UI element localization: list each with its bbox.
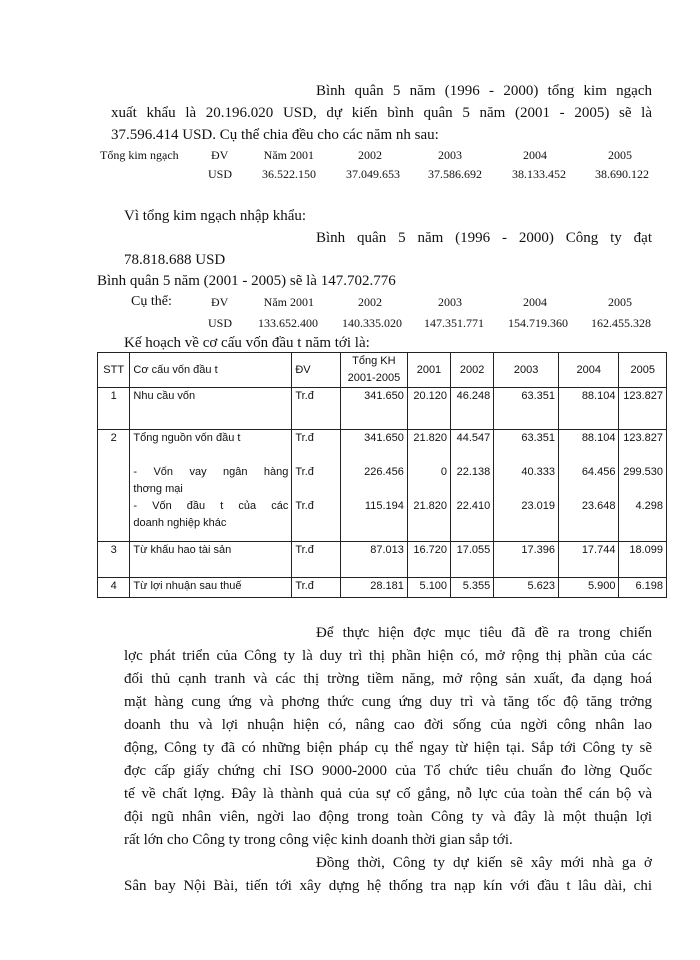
import-line-1: Vì tổng kim ngạch nhập khẩu:: [124, 208, 307, 224]
import-header-2002: 2002: [358, 295, 382, 309]
table-header-row: [98, 353, 667, 388]
sub-row-2004: 64.456: [581, 466, 616, 478]
paragraph-2-line: Sân bay Nội Bài, tiến tới xây dựng hệ thống tra nạp kín với đầu t lâu dài, chi: [124, 878, 652, 894]
sub-row-total: 115.194: [364, 500, 404, 512]
row-2004: 88.104: [581, 432, 616, 444]
row-2003: 63.351: [521, 432, 556, 444]
row-name-group: [130, 430, 292, 542]
row-2002: 5.355: [451, 578, 494, 598]
row-2005: 18.099: [619, 542, 667, 578]
import-header-2005: 2005: [608, 295, 632, 309]
header-2003: 2003: [494, 353, 559, 388]
capital-structure-table: [97, 352, 667, 598]
table-row: [98, 542, 667, 578]
row-total: 87.013: [340, 542, 407, 578]
export-header-2004: 2004: [523, 148, 547, 162]
row-2004: 88.104: [559, 388, 619, 430]
table-row: [98, 578, 667, 598]
sub-row-2002: 22.138: [456, 466, 491, 478]
import-line-3: 78.818.688 USD: [124, 252, 226, 268]
sub-row-unit: Tr.đ: [295, 500, 314, 512]
import-header-2003: 2003: [438, 295, 462, 309]
row-stt: 3: [98, 542, 130, 578]
row-2001: 21.820: [413, 432, 448, 444]
row-2003: 17.396: [494, 542, 559, 578]
import-value-2001: 133.652.400: [258, 316, 318, 330]
sub-row-2001: 0: [440, 466, 448, 478]
export-header-label: Tổng kim ngạch: [100, 148, 179, 162]
paragraph-2-line: Đồng thời, Công ty dự kiến sẽ xây mới nhà ga ở: [316, 855, 652, 871]
row-2002: 46.248: [451, 388, 494, 430]
row-name: Từ khấu hao tài sản: [130, 542, 292, 578]
row-unit: Tr.đ: [295, 432, 314, 444]
import-value-unit: USD: [208, 316, 233, 330]
export-value-2004: 38.133.452: [512, 167, 566, 181]
row-2005: 123.827: [619, 388, 667, 430]
row-2002-group: [451, 430, 494, 542]
export-header-2003: 2003: [438, 148, 462, 162]
row-name: Nhu cầu vốn: [130, 388, 292, 430]
import-header-label: Cụ thể:: [131, 294, 172, 309]
row-2002: 44.547: [456, 432, 491, 444]
row-unit: Tr.đ: [292, 388, 341, 430]
sub-row-2004: 23.648: [581, 500, 616, 512]
paragraph-1-line: đợc cấp giấy chứng chỉ ISO 9000-2000 của Tổ chức tiêu chuẩn đo lờng Quốc: [124, 763, 652, 779]
paragraph-1-line: Để thực hiện đợc mục tiêu đã đề ra trong chiến: [316, 625, 652, 641]
import-line-2: Bình quân 5 năm (1996 - 2000) Công ty đạt: [316, 230, 652, 246]
export-value-2001: 36.522.150: [262, 167, 316, 181]
sub-row-2002: 22.410: [456, 500, 491, 512]
row-total: 341.650: [340, 388, 407, 430]
header-structure: Cơ cấu vốn đầu t: [130, 353, 292, 388]
export-value-2005: 38.690.122: [595, 167, 649, 181]
header-stt: STT: [98, 353, 130, 388]
export-line-2: xuất khẩu là 20.196.020 USD, dự kiến bình quân 5 năm (2001 - 2005) sẽ là: [111, 105, 652, 121]
row-2001: 5.100: [407, 578, 450, 598]
paragraph-1-line: động, Công ty đã có những biện pháp cụ thể ngay từ hiện tại. Sắp tới Công ty sẽ: [124, 740, 652, 756]
row-2001-group: [407, 430, 450, 542]
import-value-2004: 154.719.360: [508, 316, 568, 330]
import-header-2004: 2004: [523, 295, 547, 309]
import-header-unit: ĐV: [211, 295, 229, 309]
row-total: 28.181: [340, 578, 407, 598]
sub-row-unit: Tr.đ: [295, 466, 314, 478]
paragraph-1-line: doanh thu và lợi nhuận hiện có, nâng cao đời sống của ngời công nhân lao: [124, 717, 652, 733]
export-header-2005: 2005: [608, 148, 632, 162]
export-header-unit: ĐV: [211, 148, 229, 162]
row-unit: Tr.đ: [292, 578, 341, 598]
export-line-3: 37.596.414 USD. Cụ thể chia đều cho các năm nh sau:: [111, 127, 439, 143]
header-2001: 2001: [407, 353, 450, 388]
row-2005-group: [619, 430, 667, 542]
paragraph-1-line: tế về chất lợng. Đây là thành quả của sự cố gắng, nỗ lực của toàn thể cán bộ và: [124, 786, 652, 802]
header-2002: 2002: [451, 353, 494, 388]
export-value-2003: 37.586.692: [428, 167, 482, 181]
import-value-2003: 147.351.771: [424, 316, 484, 330]
header-2004: 2004: [559, 353, 619, 388]
sub-row-name: - Vốn đầu t của các doanh nghiệp khác: [133, 500, 289, 529]
row-2003: 63.351: [494, 388, 559, 430]
paragraph-1-line: rất lớn cho Công ty trong công việc kinh doanh thời gian sắp tới.: [124, 832, 513, 848]
row-2004-group: [559, 430, 619, 542]
row-stt: 2: [98, 430, 130, 542]
row-name: Từ lợi nhuận sau thuế: [130, 578, 292, 598]
sub-row-2003: 40.333: [521, 466, 556, 478]
header-2005: 2005: [619, 353, 667, 388]
row-2004: 5.900: [559, 578, 619, 598]
import-line-4: Bình quân 5 năm (2001 - 2005) sẽ là 147.702.776: [97, 273, 396, 289]
sub-row-2003: 23.019: [521, 500, 556, 512]
paragraph-1-line: đội ngũ nhân viên, ngời lao động trong toàn Công ty và đây là một thuận lợi: [124, 809, 652, 825]
export-header-2002: 2002: [358, 148, 382, 162]
sub-row-total: 226.456: [364, 466, 404, 478]
import-value-2002: 140.335.020: [342, 316, 402, 330]
export-value-2002: 37.049.653: [346, 167, 400, 181]
row-2003: 5.623: [494, 578, 559, 598]
sub-row-2005: 4.298: [635, 500, 663, 512]
row-stt: 1: [98, 388, 130, 430]
sub-row-name: - Vốn vay ngân hàng thơng mại: [133, 466, 289, 495]
row-2002: 17.055: [451, 542, 494, 578]
sub-row-2001: 21.820: [413, 500, 448, 512]
row-2001: 20.120: [407, 388, 450, 430]
import-value-2005: 162.455.328: [591, 316, 651, 330]
row-total: 341.650: [364, 432, 404, 444]
export-line-1: Bình quân 5 năm (1996 - 2000) tổng kim ngạch: [316, 83, 652, 99]
paragraph-1-line: đối thủ cạnh tranh và các thị trờng tiềm năng, mở rộng sản xuất, đa dạng hoá: [124, 671, 652, 687]
sub-row-2005: 299.530: [623, 466, 663, 478]
row-unit: Tr.đ: [292, 542, 341, 578]
row-2005: 6.198: [619, 578, 667, 598]
header-total: Tổng KH 2001-2005: [340, 353, 407, 388]
row-2004: 17.744: [559, 542, 619, 578]
row-name: Tổng nguồn vốn đầu t: [133, 432, 241, 444]
header-unit: ĐV: [292, 353, 341, 388]
row-total-group: [340, 430, 407, 542]
row-2005: 123.827: [623, 432, 663, 444]
row-2003-group: [494, 430, 559, 542]
plan-title: Kế hoạch về cơ cấu vốn đầu t năm tới là:: [124, 335, 370, 351]
row-stt: 4: [98, 578, 130, 598]
export-value-unit: USD: [208, 167, 233, 181]
import-header-2001: Năm 2001: [263, 295, 314, 309]
export-header-2001: Năm 2001: [263, 148, 314, 162]
table-row: [98, 430, 667, 542]
row-unit-group: [292, 430, 341, 542]
row-2001: 16.720: [407, 542, 450, 578]
paragraph-1-line: lợc phát triển của Công ty là duy trì thị phần hiện có, mở rộng thị phần của các: [124, 648, 652, 664]
table-row: [98, 388, 667, 430]
paragraph-1-line: mặt hàng cung ứng và phơng thức cung ứng duy trì và tăng tốc độ tăng trởng: [124, 694, 652, 710]
